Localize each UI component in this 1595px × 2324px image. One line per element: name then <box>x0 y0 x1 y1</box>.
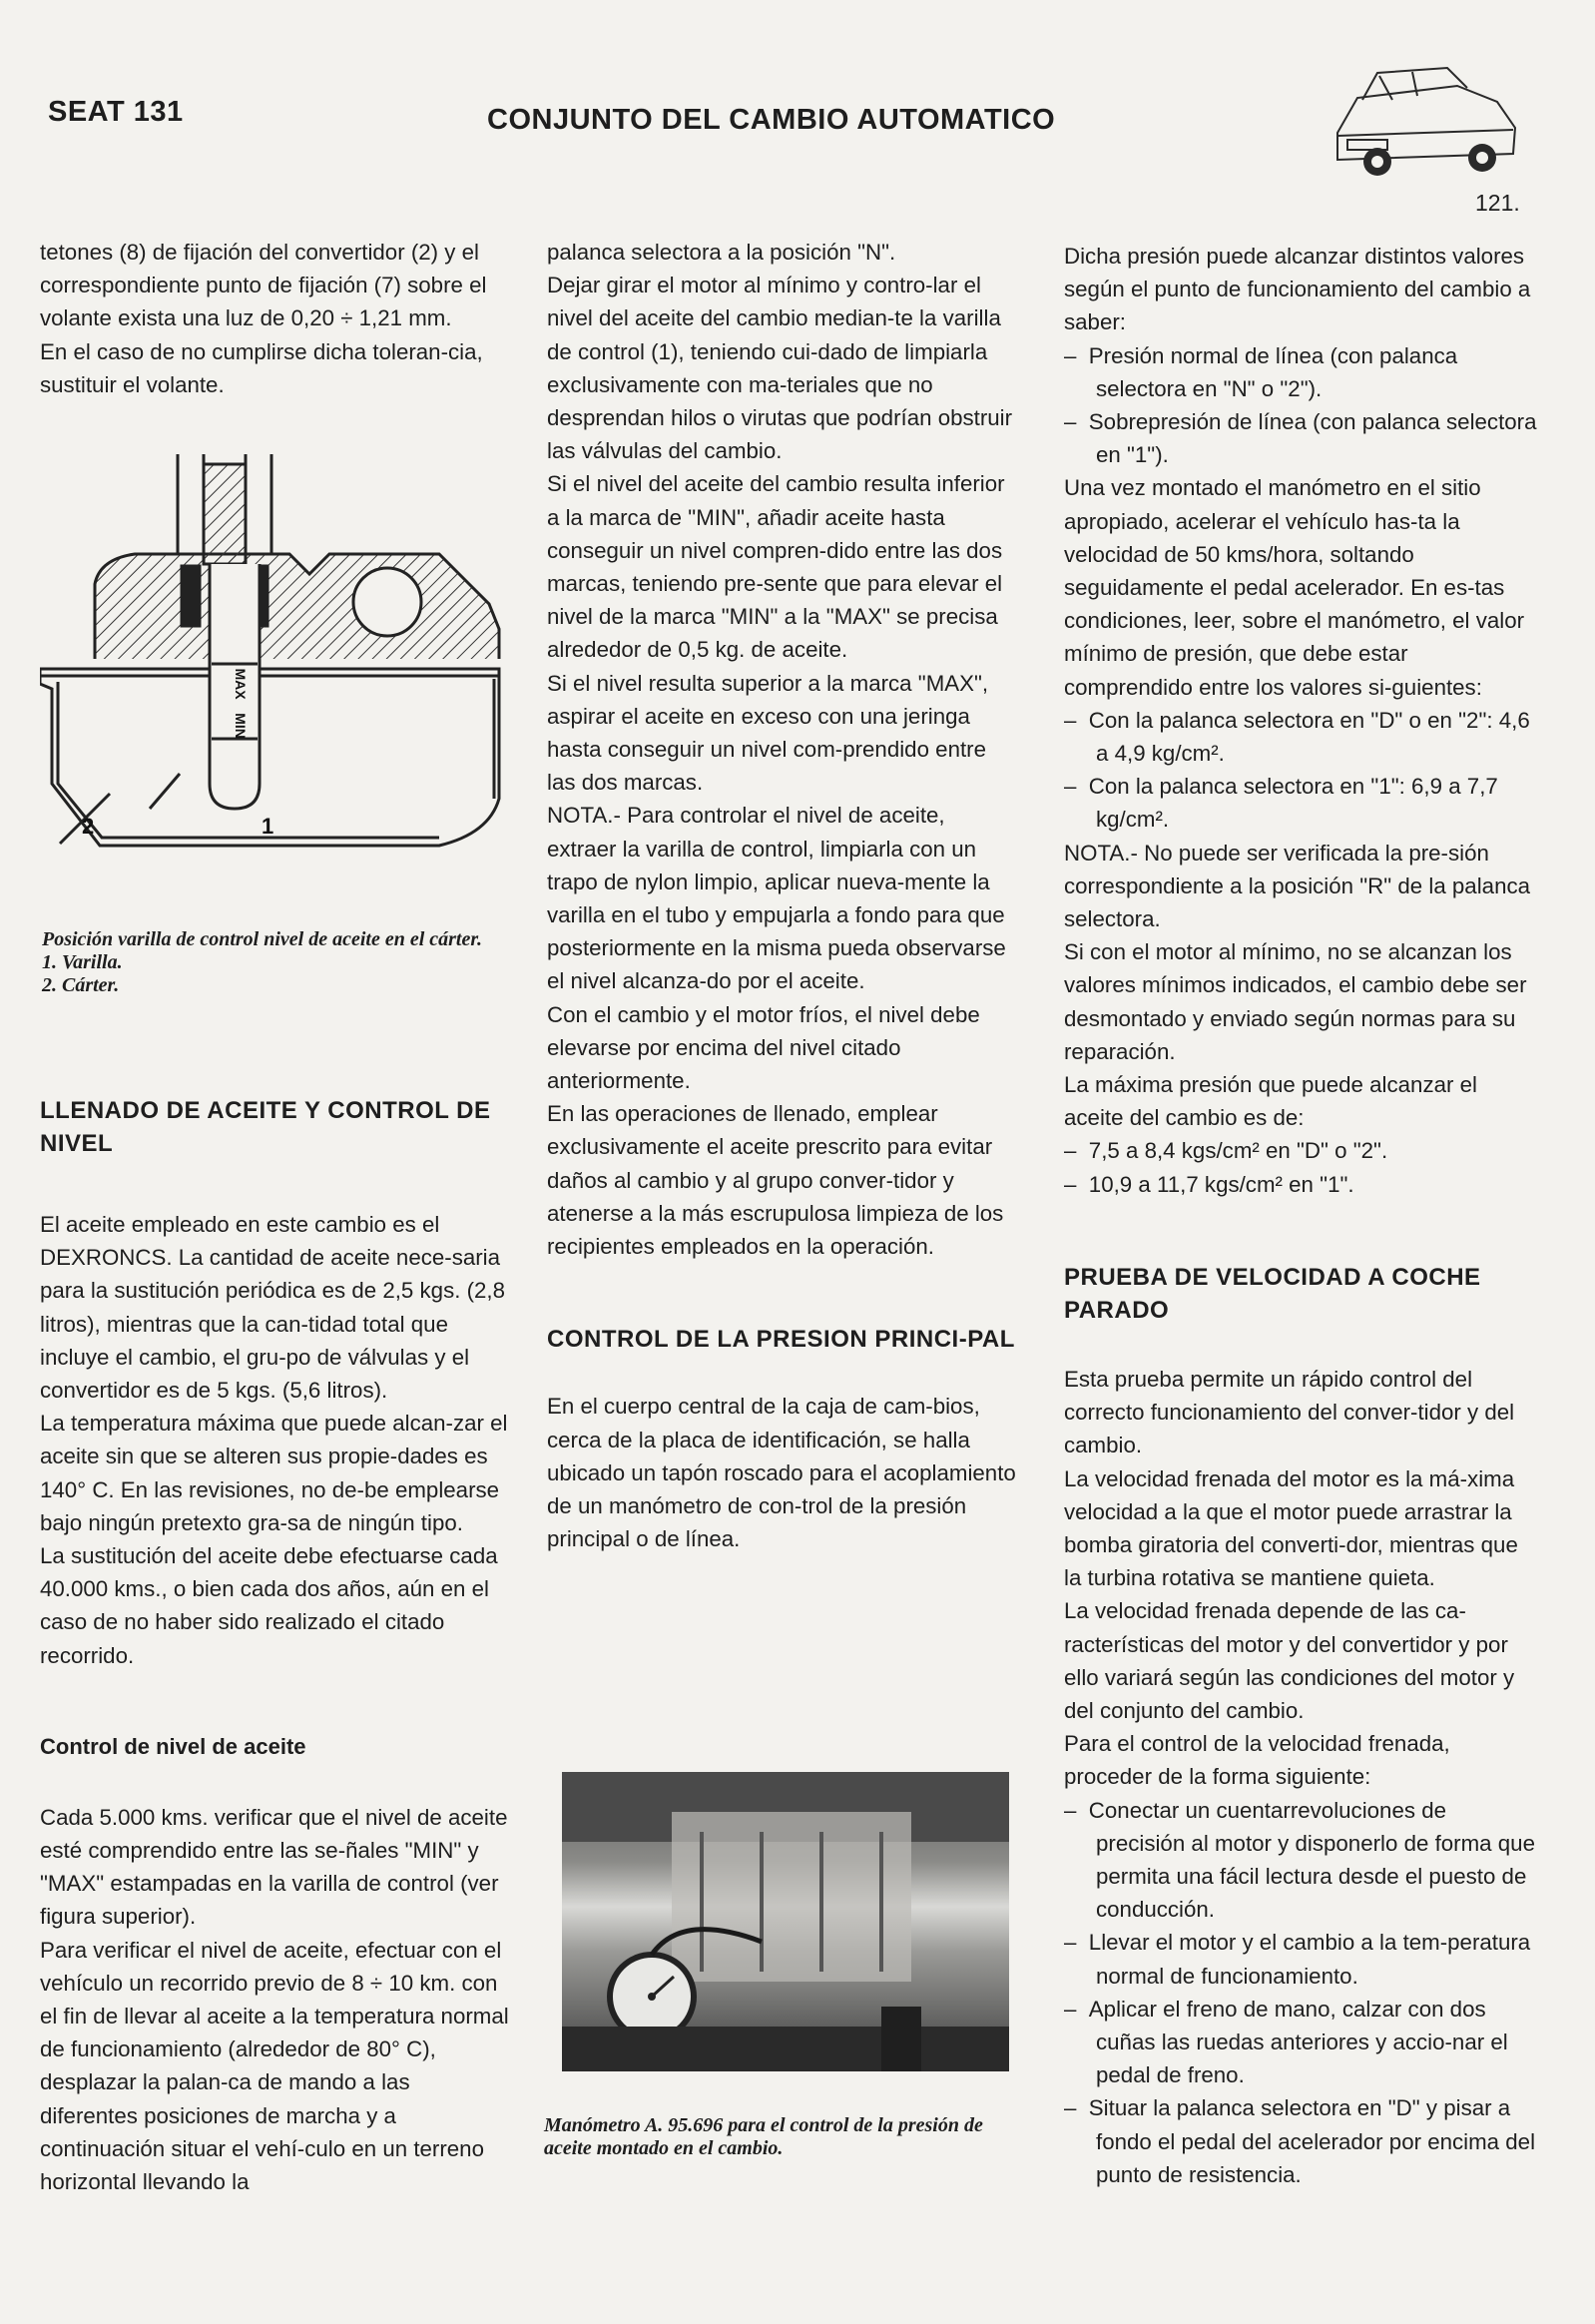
list-item: – Llevar el motor y el cambio a la tem-peratura normal de funcionamiento. <box>1064 1930 1531 1989</box>
paragraph: La máxima presión que puede alcanzar el aceite del cambio es de: <box>1064 1072 1477 1131</box>
photo-caption: Manómetro A. 95.696 para el control de la presión de aceite montado en el cambio. <box>544 2114 983 2159</box>
header-title: CONJUNTO DEL CAMBIO AUTOMATICO <box>487 104 1056 136</box>
list-item: – 7,5 a 8,4 kgs/cm² en "D" o "2". <box>1064 1138 1388 1164</box>
paragraph: Si con el motor al mínimo, no se alcanzan los valores mínimos indicados, el cambio debe ser desmontado y enviado según normas para su reparación. <box>1064 939 1527 1064</box>
section-heading-presion: CONTROL DE LA PRESION PRINCI-PAL <box>547 1326 1015 1354</box>
paragraph: Si el nivel del aceite del cambio resulta inferior a la marca de "MIN", añadir aceite hasta conseguir un nivel compren-dido entre las dos marcas, teniendo pre-sente que para elevar el nivel de la marca "MIN" a la "MAX" se precisa alrededor de 0,5 kg. de aceite. <box>547 471 1005 663</box>
figure-caption <box>42 928 511 997</box>
paragraph: Esta prueba permite un rápido control del correcto funcionamiento del conver-tidor y del cambio. <box>1064 1366 1515 1458</box>
list-item: – Con la palanca selectora en "1": 6,9 a 7,7 kg/cm². <box>1064 774 1498 833</box>
column-2-main <box>547 236 1016 1555</box>
paragraph: Dicha presión puede alcanzar distintos valores según el punto de funcionamiento del cambio a saber: <box>1064 244 1531 335</box>
paragraph: La velocidad frenada del motor es la má-xima velocidad a la que el motor puede arrastrar la bomba giratoria del converti-dor, mientras que la turbina rotativa se mantiene quieta. <box>1064 1465 1518 1591</box>
column-1-intro <box>40 236 511 401</box>
column-3-main <box>1064 240 1539 2191</box>
manometer-photo <box>562 1772 1009 2071</box>
car-logo <box>1318 58 1527 188</box>
paragraph: Una vez montado el manómetro en el sitio apropiado, acelerar el vehículo has-ta la velocidad de 50 kms/hora, soltando seguidamente el pedal acelerador. En es-tas condiciones, leer, sobre el manómetro, el valor mínimo de presión, que debe estar comprendido entre los valores si-guientes: <box>1064 475 1525 700</box>
paragraph: NOTA.- Para controlar el nivel de aceite, extraer la varilla de control, limpiarla con un trapo de nylon limpio, aplicar nueva-mente la varilla en el tubo y empujarla a fondo para que posteriormente en la misma pueda observarse el nivel alcanza-do por el aceite. <box>547 803 1006 994</box>
list-item: – 10,9 a 11,7 kgs/cm² en "1". <box>1064 1171 1354 1197</box>
paragraph: palanca selectora a la posición "N". <box>547 240 896 265</box>
paragraph: Cada 5.000 kms. verificar que el nivel de aceite esté comprendido entre las se-ñales "MIN" y "MAX" estampadas en la varilla de control (ver figura superior). <box>40 1804 508 1930</box>
paragraph: El aceite empleado en este cambio es el DEXRONCS. La cantidad de aceite nece-saria para la sustitución periódica es de 2,5 kgs. (2,8 litros), mientras que la can-tidad total que incluye el cambio, el gru-po de válvulas y el convertidor es de 5 kgs. (5,6 litros). <box>40 1212 506 1404</box>
dipstick-diagram <box>40 454 509 913</box>
caption-line: 2. Cárter. <box>42 974 120 996</box>
diagram-label-2: 2 <box>82 814 95 839</box>
section-heading-llenado: LLENADO DE ACEITE Y CONTROL DE NIVEL <box>40 1097 491 1157</box>
section-heading-prueba: PRUEBA DE VELOCIDAD A COCHE PARADO <box>1064 1263 1481 1324</box>
paragraph: Dejar girar el motor al mínimo y contro-lar el nivel del aceite del cambio median-te la varilla de control (1), teniendo cui-dado de limpiarla exclusivamente con ma-teriales que no desprendan hilos o virutas que podrían obstruir las válvulas del cambio. <box>547 273 1013 464</box>
page-number: 121. <box>1475 190 1520 216</box>
caption-line: Posición varilla de control nivel de aceite en el cárter. <box>42 928 483 950</box>
column-1-main <box>40 1094 511 2198</box>
list-item: – Aplicar el freno de mano, calzar con dos cuñas las ruedas anteriores y accio-nar el pedal de freno. <box>1064 1996 1508 2088</box>
header-model: SEAT 131 <box>48 96 184 128</box>
paragraph: NOTA.- No puede ser verificada la pre-sión correspondiente a la posición "R" de la palanca selectora. <box>1064 840 1531 932</box>
diagram-label-1: 1 <box>262 814 274 839</box>
list-item: – Sobrepresión de línea (con palanca selectora en "1"). <box>1064 409 1537 468</box>
paragraph: En las operaciones de llenado, emplear exclusivamente el aceite prescrito para evitar daños al cambio y al grupo conver-tidor y atenerse a la más escrupulosa limpieza de los recipientes empleados en la operación. <box>547 1101 1004 1260</box>
diagram-label-min: MIN <box>233 713 249 739</box>
paragraph: Si el nivel resulta superior a la marca "MAX", aspirar el aceite en exceso con una jeringa hasta conseguir un nivel com-prendido entre las dos marcas. <box>547 670 989 796</box>
diagram-label-max: MAX <box>233 668 249 700</box>
list-item: – Con la palanca selectora en "D" o en "2": 4,6 a 4,9 kg/cm². <box>1064 707 1530 767</box>
section-heading-control-nivel: Control de nivel de aceite <box>40 1733 306 1759</box>
list-item: – Conectar un cuentarrevoluciones de precisión al motor y disponerlo de forma que permita una fácil lectura desde el puesto de conducción. <box>1064 1797 1535 1923</box>
paragraph: La sustitución del aceite debe efectuarse cada 40.000 kms., o bien cada dos años, aún en el caso de no haber sido realizado el citado recorrido. <box>40 1543 498 1668</box>
paragraph: La temperatura máxima que puede alcan-zar el aceite sin que se alteren sus propie-dades es 140° C. En las revisiones, no de-be emplearse bajo ningún pretexto gra-sa de ningún tipo. <box>40 1411 508 1535</box>
paragraph: Para el control de la velocidad frenada, proceder de la forma siguiente: <box>1064 1731 1450 1790</box>
paragraph: Con el cambio y el motor fríos, el nivel debe elevarse por encima del nivel citado anteriormente. <box>547 1001 980 1094</box>
list-item: – Situar la palanca selectora en "D" y pisar a fondo el pedal del acelerador por encima del punto de resistencia. <box>1064 2095 1536 2187</box>
paragraph: En el caso de no cumplirse dicha toleran-cia, sustituir el volante. <box>40 338 483 397</box>
list-item: – Presión normal de línea (con palanca selectora en "N" o "2"). <box>1064 342 1458 401</box>
caption-line: 1. Varilla. <box>42 951 123 973</box>
paragraph: Para verificar el nivel de aceite, efectuar con el vehículo un recorrido previo de 8 ÷ 10 km. con el fin de llevar al aceite a la temperatura normal de funcionamiento (alrededor de 80° C), desplazar la palan-ca de mando a las diferentes posiciones de marcha y a continuación situar el vehí-culo en un terreno horizontal llevando la <box>40 1937 509 2195</box>
paragraph: La velocidad frenada depende de las ca-racterísticas del motor y del convertidor y por ello variará según las condiciones del motor y del conjunto del cambio. <box>1064 1598 1515 1723</box>
paragraph: tetones (8) de fijación del convertidor (2) y el correspondiente punto de fijación (7) sobre el volante exista una luz de 0,20 ÷ 1,21 mm. <box>40 240 487 331</box>
paragraph: En el cuerpo central de la caja de cam-bios, cerca de la placa de identificación, se halla ubicado un tapón roscado para el acoplamiento de un manómetro de con-trol de la presión principal o de línea. <box>547 1394 1016 1552</box>
